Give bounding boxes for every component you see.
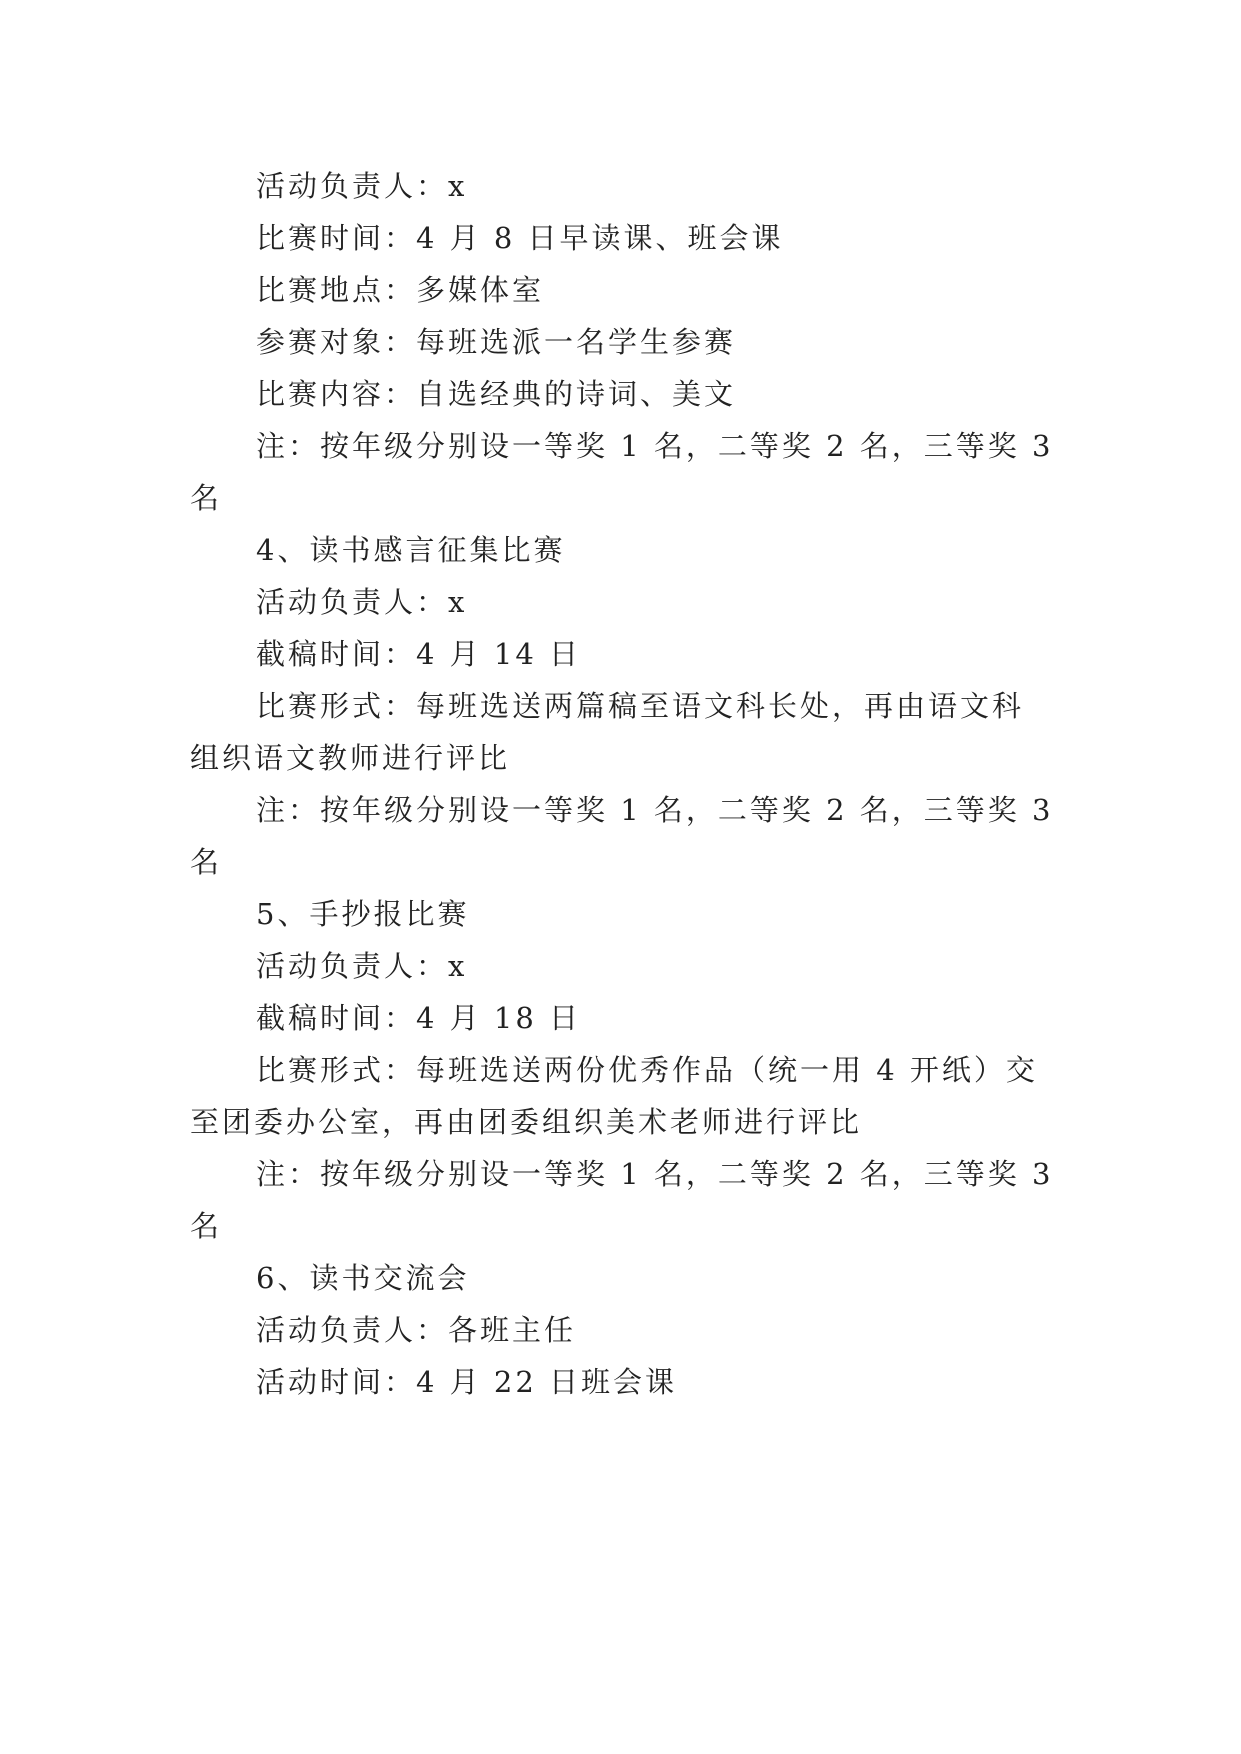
text-line-3: 比赛地点：多媒体室 — [256, 273, 545, 307]
text-line-4: 参赛对象：每班选派一名学生参赛 — [256, 325, 737, 359]
text-line-1: 活动负责人：x — [256, 169, 468, 203]
text-line-2: 比赛时间：4 月 8 日早读课、班会课 — [256, 221, 784, 255]
text-line-7: 名 — [190, 481, 223, 515]
text-line-21: 名 — [190, 1209, 223, 1243]
text-line-10: 截稿时间：4 月 14 日 — [256, 637, 582, 671]
text-line-9: 活动负责人：x — [256, 585, 468, 619]
section-heading-6: 6、读书交流会 — [256, 1261, 470, 1295]
text-line-6: 注：按年级分别设一等奖 1 名，二等奖 2 名，三等奖 3 — [256, 429, 1054, 463]
section-heading-5: 5、手抄报比赛 — [256, 897, 470, 931]
text-line-13: 注：按年级分别设一等奖 1 名，二等奖 2 名，三等奖 3 — [256, 793, 1054, 827]
text-line-5: 比赛内容：自选经典的诗词、美文 — [256, 377, 737, 411]
text-line-11: 比赛形式：每班选送两篇稿至语文科长处，再由语文科 — [256, 689, 1025, 723]
text-line-14: 名 — [190, 845, 223, 879]
section-heading-4: 4、读书感言征集比赛 — [256, 533, 566, 567]
text-line-19: 至团委办公室，再由团委组织美术老师进行评比 — [190, 1105, 863, 1139]
text-line-23: 活动负责人：各班主任 — [256, 1313, 577, 1347]
text-line-17: 截稿时间：4 月 18 日 — [256, 1001, 582, 1035]
text-line-20: 注：按年级分别设一等奖 1 名，二等奖 2 名，三等奖 3 — [256, 1157, 1054, 1191]
text-line-16: 活动负责人：x — [256, 949, 468, 983]
text-line-18: 比赛形式：每班选送两份优秀作品（统一用 4 开纸）交 — [256, 1053, 1038, 1087]
text-line-12: 组织语文教师进行评比 — [190, 741, 511, 775]
text-line-24: 活动时间：4 月 22 日班会课 — [256, 1365, 678, 1399]
